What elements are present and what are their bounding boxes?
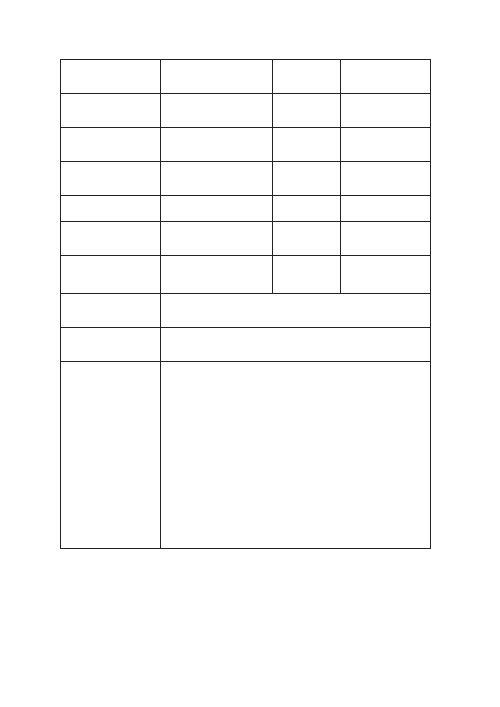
- work-start-value: [161, 128, 273, 162]
- birth-label: [61, 94, 161, 128]
- birth-row: [61, 94, 431, 128]
- office-phone-label: [273, 196, 341, 222]
- mobile-value: [341, 222, 431, 256]
- address-row: [61, 294, 431, 328]
- education-label-cell: [273, 94, 341, 128]
- post-value: [341, 162, 431, 196]
- address-value: [161, 294, 431, 328]
- specialty-value: [161, 222, 273, 256]
- employer-value: [161, 196, 273, 222]
- contribution-content: [161, 362, 431, 549]
- specialty-row: [61, 222, 431, 256]
- awards-row: [61, 328, 431, 362]
- contribution-label-cell: [61, 362, 161, 549]
- teaching-years-label-cell: [273, 128, 341, 162]
- name-row: [61, 60, 431, 94]
- email-value-cell: [161, 256, 273, 294]
- zip-label-cell: [273, 256, 341, 294]
- title-row: [61, 162, 431, 196]
- gender-value: [341, 60, 431, 94]
- zip-value: [341, 256, 431, 294]
- contribution-row: [61, 362, 431, 549]
- education-value: [341, 94, 431, 128]
- gender-label: [273, 60, 341, 94]
- office-phone-value: [341, 196, 431, 222]
- employer-row: [61, 196, 431, 222]
- employer-label: [61, 196, 161, 222]
- address-label: [61, 294, 161, 328]
- award-form-table: [60, 59, 431, 549]
- post-label-cell: [273, 162, 341, 196]
- name-value: [161, 60, 273, 94]
- email-label: [61, 256, 161, 294]
- title-label-cell: [61, 162, 161, 196]
- awards-label-cell: [61, 328, 161, 362]
- name-label-cell: [61, 60, 161, 94]
- birth-value: [161, 94, 273, 128]
- mobile-label: [273, 222, 341, 256]
- work-start-label-cell: [61, 128, 161, 162]
- teaching-years-value: [341, 128, 431, 162]
- awards-value: [161, 328, 431, 362]
- work-start-row: [61, 128, 431, 162]
- email-row: [61, 256, 431, 294]
- title-value: [161, 162, 273, 196]
- specialty-label-cell: [61, 222, 161, 256]
